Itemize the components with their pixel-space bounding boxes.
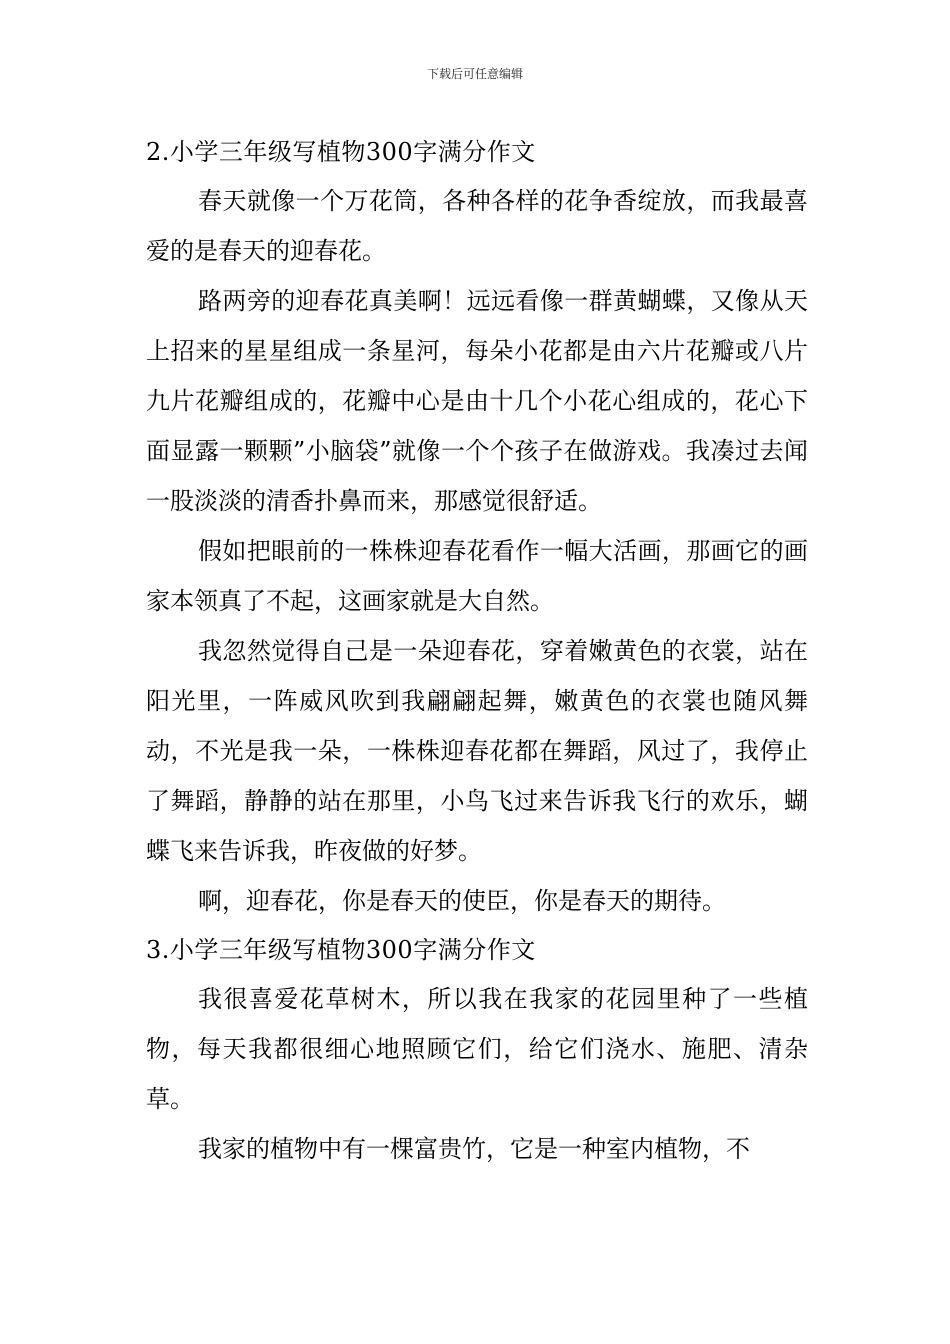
- page-header-note: 下载后可任意编辑: [426, 67, 523, 81]
- section-title: 2.小学三年级写植物300字满分作文: [146, 138, 536, 166]
- section-title: 3.小学三年级写植物300字满分作文: [146, 936, 536, 964]
- paragraph: 我家的植物中有一棵富贵竹，它是一种室内植物，不: [198, 1135, 750, 1163]
- paragraph: 假如把眼前的一株株迎春花看作一幅大活画，那画它的画家本领真了不起，这画家就是大自然。: [146, 537, 808, 615]
- document-body: [146, 128, 808, 1174]
- paragraph: 路两旁的迎春花真美啊！远远看像一群黄蝴蝶，又像从天上招来的星星组成一条星河，每朵小花都是由六片花瓣或八片九片花瓣组成的，花瓣中心是由十几个小花心组成的，花心下面显露一颗颗”小脑袋”就像一个个孩子在做游戏。我凑过去闻一股淡淡的清香扑鼻而来，那感觉很舒适。: [146, 287, 808, 515]
- paragraph: 我很喜爱花草树木，所以我在我家的花园里种了一些植物，每天我都很细心地照顾它们，给它们浇水、施肥、清杂草。: [146, 985, 808, 1113]
- paragraph: 我忽然觉得自己是一朵迎春花，穿着嫩黄色的衣裳，站在阳光里，一阵威风吹到我翩翩起舞，嫩黄色的衣裳也随风舞动，不光是我一朵，一株株迎春花都在舞蹈，风过了，我停止了舞蹈，静静的站在那里，小鸟飞过来告诉我飞行的欢乐，蝴蝶飞来告诉我，昨夜做的好梦。: [146, 637, 808, 865]
- paragraph: 啊，迎春花，你是春天的使臣，你是春天的期待。: [198, 887, 726, 915]
- paragraph: 春天就像一个万花筒，各种各样的花争香绽放，而我最喜爱的是春天的迎春花。: [146, 187, 808, 265]
